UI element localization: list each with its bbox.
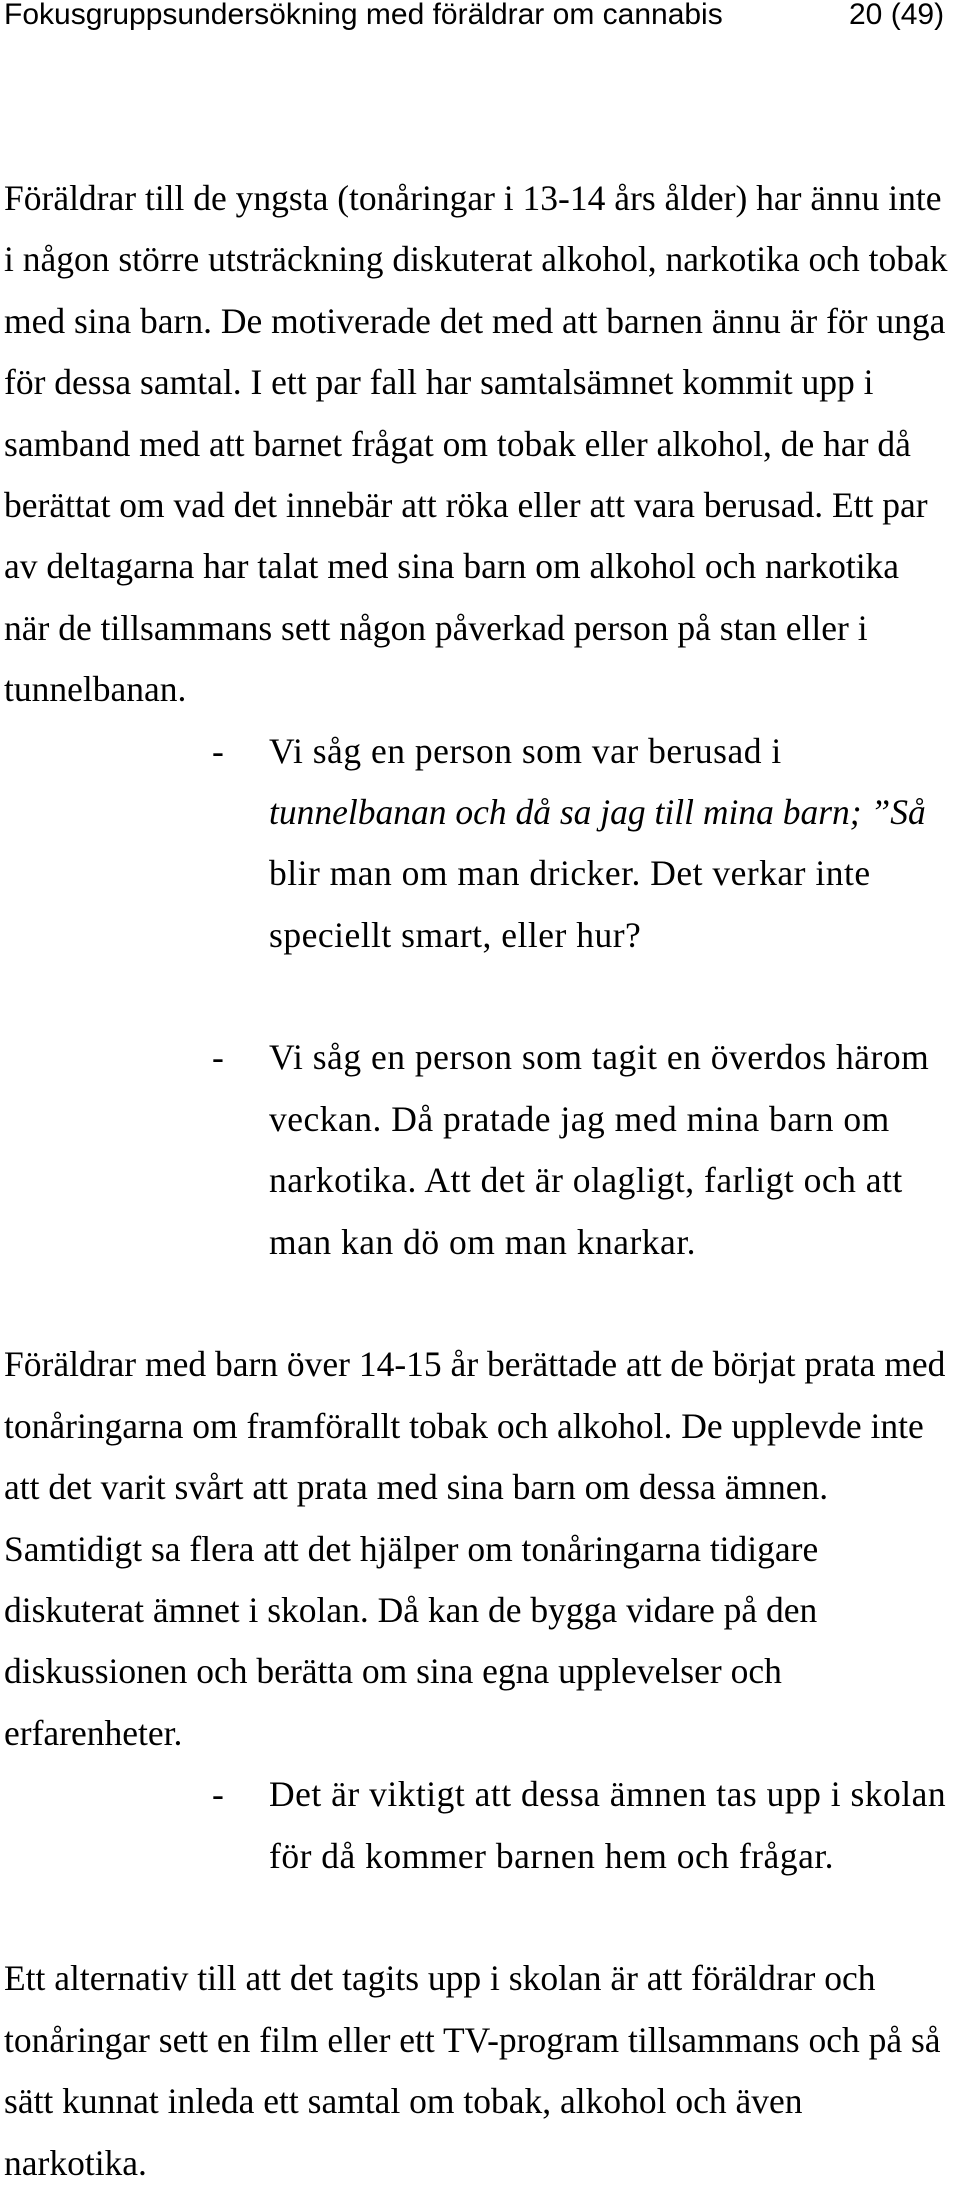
paragraph-line: av deltagarna har talat med sina barn om alkohol och narkotika (4, 546, 900, 587)
blank-line (4, 1273, 956, 1334)
paragraph-line: Föräldrar med barn över 14-15 år berättade att de börjat prata med (4, 1344, 946, 1385)
quote-line: tunnelbanan och då sa jag till mina barn; ”Så (269, 791, 926, 832)
quote-line: narkotika. Att det är olagligt, farligt och att (269, 1160, 903, 1201)
header-title: Fokusgruppsundersökning med föräldrar om cannabis (4, 0, 723, 31)
paragraph (4, 1948, 956, 2194)
paragraph-line: i någon större utsträckning diskuterat alkohol, narkotika och tobak (4, 239, 948, 280)
quote-line: för då kommer barnen hem och frågar. (269, 1835, 835, 1876)
document-body (4, 168, 956, 2194)
paragraph-line: att det varit svårt att prata med sina barn om dessa ämnen. (4, 1467, 829, 1508)
quote-marker: - (212, 1774, 224, 1815)
quote-marker: - (212, 730, 224, 771)
paragraph-line: tunnelbanan. (4, 669, 187, 710)
paragraph-line: för dessa samtal. I ett par fall har samtalsämnet kommit upp i (4, 362, 874, 403)
paragraph-line: Ett alternativ till att det tagits upp i skolan är att föräldrar och (4, 1958, 876, 1999)
paragraph-line: när de tillsammans sett någon påverkad person på stan eller i (4, 607, 868, 648)
quote-text: Det är viktigt att dessa ämnen tas upp i skolan (269, 1774, 947, 1815)
paragraph-line: Samtidigt sa flera att det hjälper om tonåringarna tidigare (4, 1528, 819, 1569)
quote-block (4, 1027, 956, 1273)
quote-block (4, 721, 956, 967)
quote-line (4, 1027, 956, 1088)
blank-line (4, 1887, 956, 1948)
paragraph-line: berättat om vad det innebär att röka eller att vara berusad. Ett par (4, 484, 928, 525)
paragraph-line: samband med att barnet frågat om tobak eller alkohol, de har då (4, 423, 911, 464)
paragraph-line: narkotika. (4, 2142, 147, 2183)
quote-line: blir man om man dricker. Det verkar inte (269, 853, 871, 894)
quote-line (4, 721, 956, 782)
paragraph-line: diskussionen och berätta om sina egna upplevelser och (4, 1651, 782, 1692)
quote-line: veckan. Då pratade jag med mina barn om (269, 1098, 890, 1139)
paragraph-line: diskuterat ämnet i skolan. Då kan de bygga vidare på den (4, 1589, 818, 1630)
blank-line (4, 966, 956, 1027)
paragraph-line: Föräldrar till de yngsta (tonåringar i 13-14 års ålder) har ännu inte (4, 178, 942, 218)
paragraph-line: tonåringarna om framförallt tobak och alkohol. De upplevde inte (4, 1405, 924, 1446)
paragraph-line: sätt kunnat inleda ett samtal om tobak, alkohol och även (4, 2081, 803, 2122)
quote-block (4, 1764, 956, 1887)
quote-line: speciellt smart, eller hur? (269, 914, 642, 955)
quote-text: Vi såg en person som var berusad i (269, 730, 782, 771)
paragraph (4, 168, 956, 721)
paragraph (4, 1334, 956, 1764)
quote-line (4, 1764, 956, 1825)
quote-line: man kan dö om man knarkar. (269, 1221, 697, 1262)
quote-marker: - (212, 1037, 224, 1078)
paragraph-line: erfarenheter. (4, 1712, 183, 1753)
paragraph-line: tonåringar sett en film eller ett TV-program tillsammans och på så (4, 2019, 941, 2060)
quote-text: Vi såg en person som tagit en överdos härom (269, 1037, 930, 1078)
page-number: 20 (49) (849, 0, 945, 31)
paragraph-line: med sina barn. De motiverade det med att barnen ännu är för unga (4, 300, 946, 341)
